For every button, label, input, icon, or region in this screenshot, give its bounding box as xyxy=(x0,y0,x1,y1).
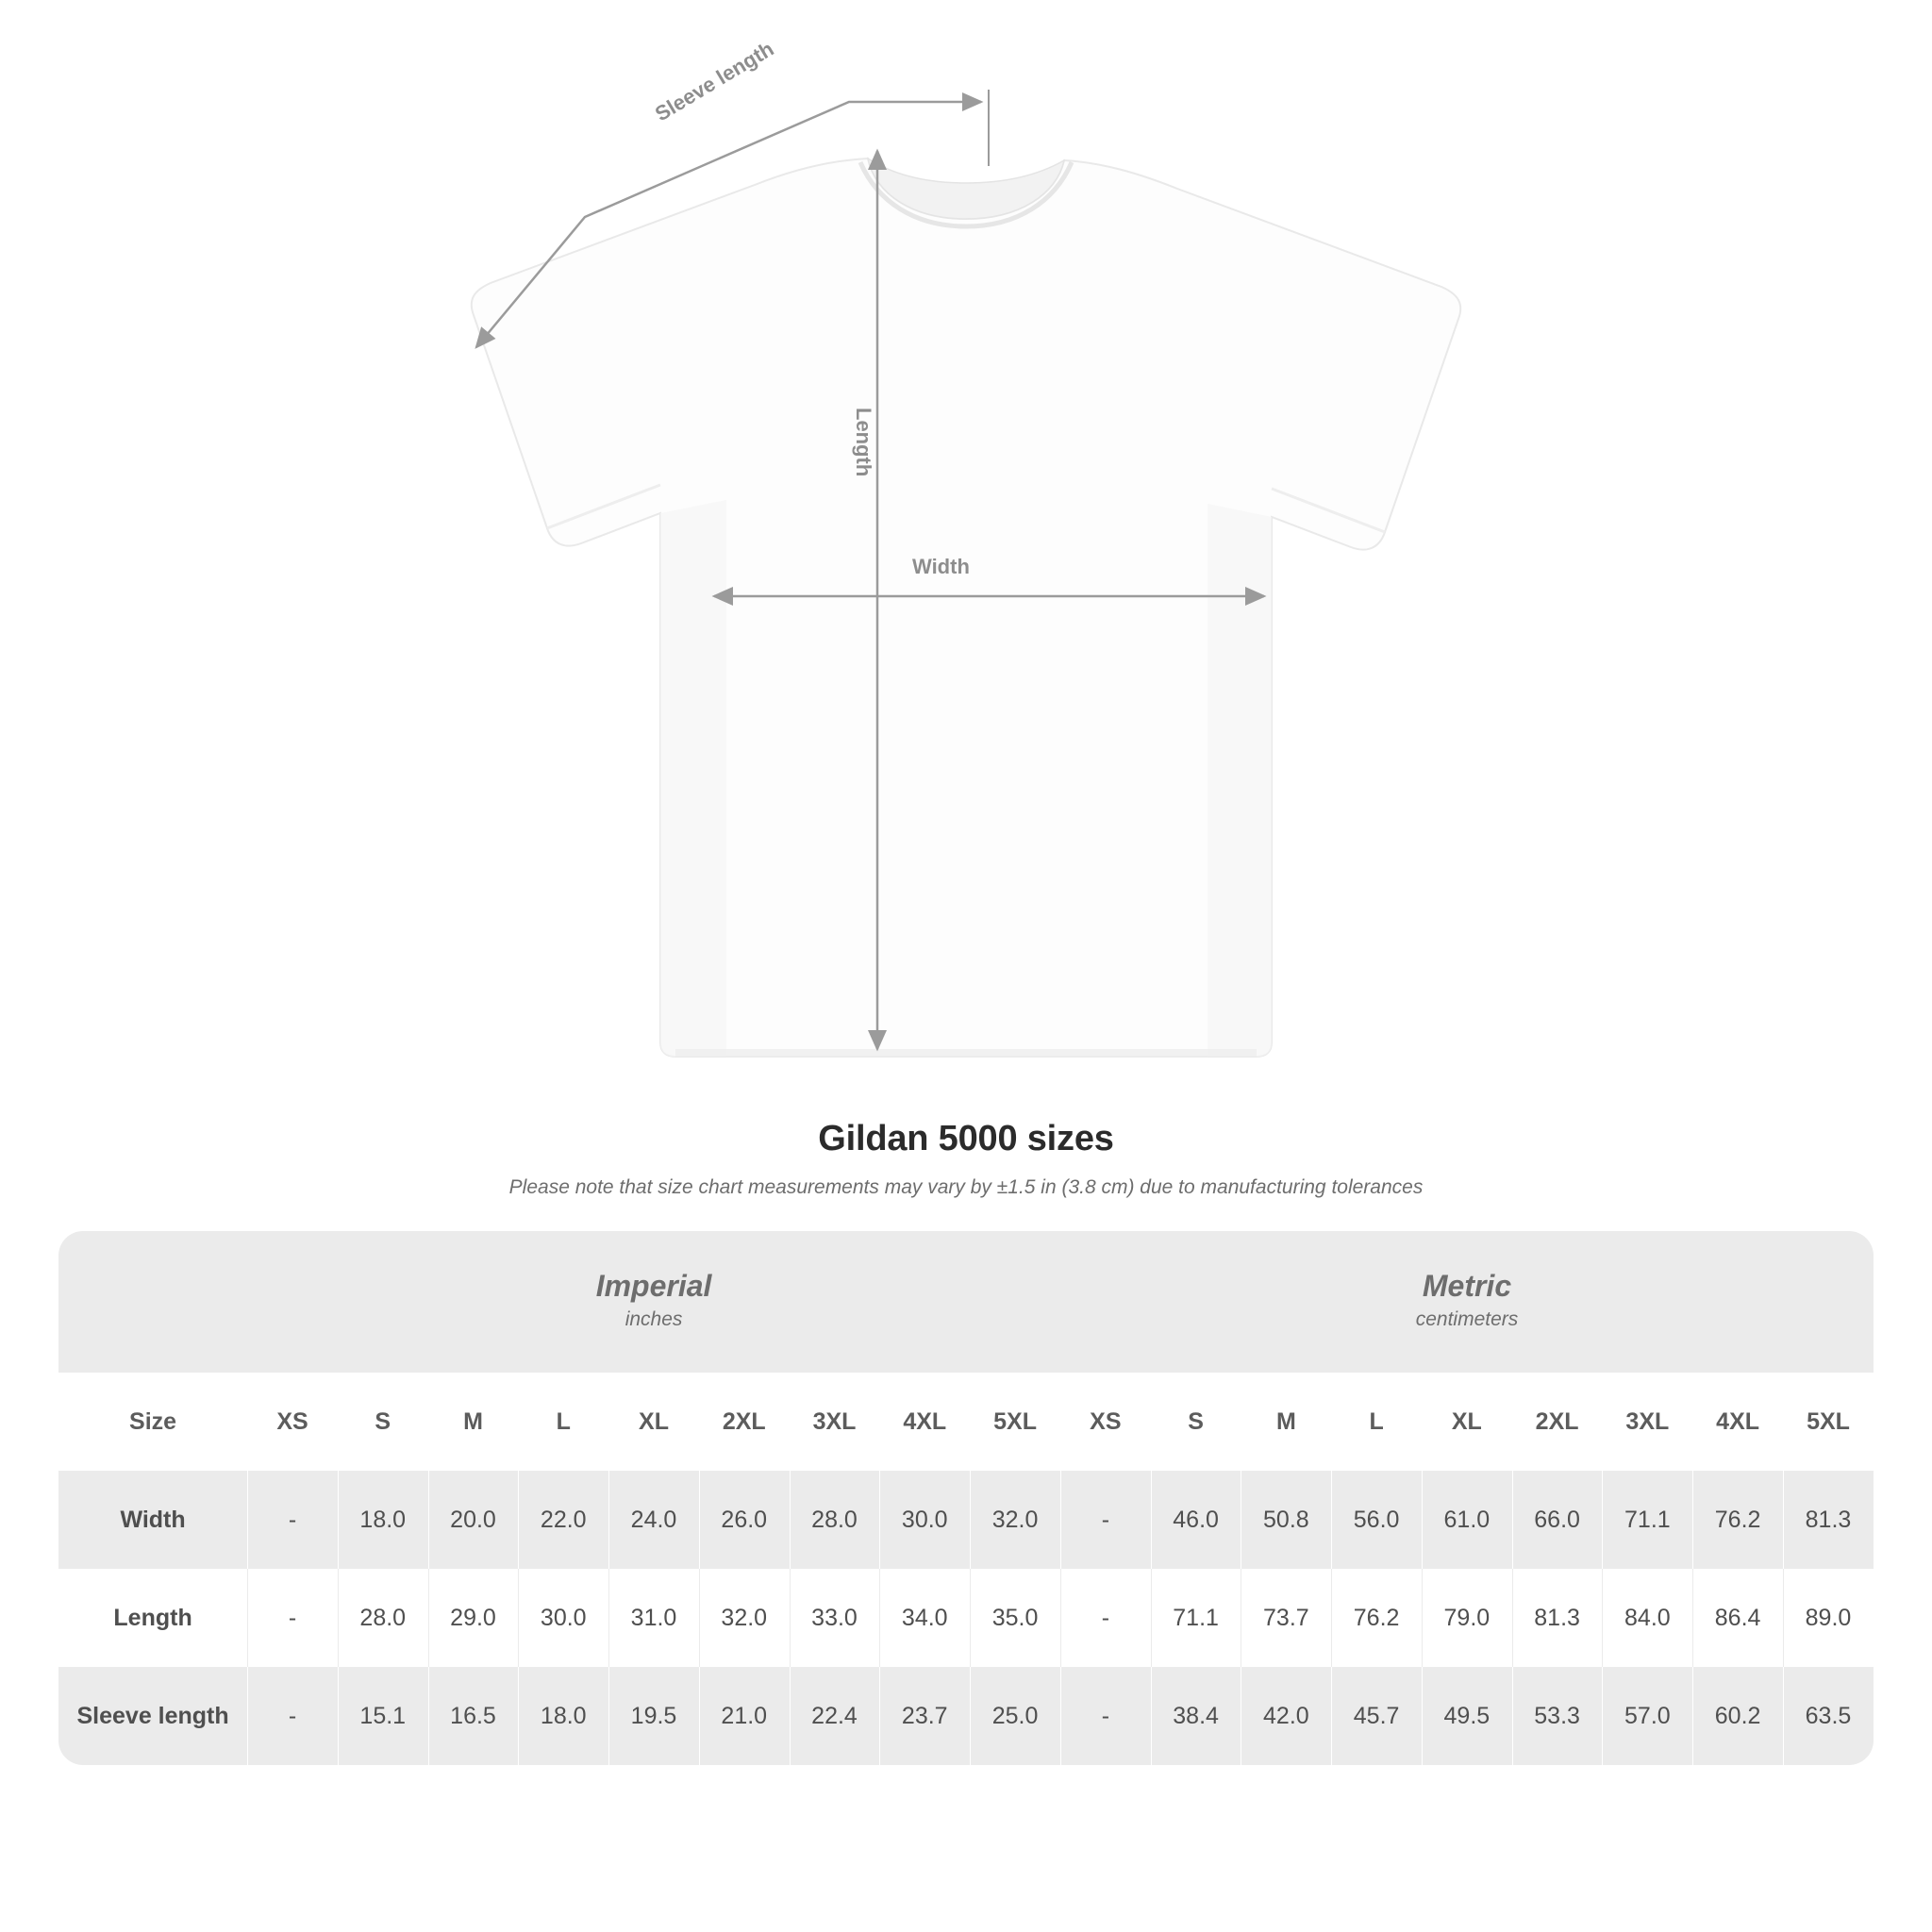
cell-width-imp-4xl: 30.0 xyxy=(879,1471,970,1569)
cell-length-met-xs: - xyxy=(1060,1569,1151,1667)
cell-sleeve-imp-5xl: 25.0 xyxy=(970,1667,1060,1765)
cell-width-met-xs: - xyxy=(1060,1471,1151,1569)
size-header-met-5xl: 5XL xyxy=(1783,1373,1874,1471)
cell-length-met-2xl: 81.3 xyxy=(1512,1569,1603,1667)
cell-length-met-3xl: 84.0 xyxy=(1602,1569,1692,1667)
width-label: Width xyxy=(912,555,970,578)
cell-length-met-m: 73.7 xyxy=(1241,1569,1331,1667)
unit-imperial-name: Imperial xyxy=(595,1268,712,1303)
size-header-label: Size xyxy=(58,1373,247,1471)
cell-sleeve-imp-xl: 19.5 xyxy=(608,1667,699,1765)
cell-sleeve-met-s: 38.4 xyxy=(1151,1667,1241,1765)
cell-width-imp-5xl: 32.0 xyxy=(970,1471,1060,1569)
cell-length-imp-3xl: 33.0 xyxy=(790,1569,880,1667)
tolerance-note: Please note that size chart measurements may vary by ±1.5 in (3.8 cm) due to manufacturing tolerances xyxy=(508,1176,1424,1198)
cell-width-met-l: 56.0 xyxy=(1331,1471,1422,1569)
size-header-met-xl: XL xyxy=(1422,1373,1512,1471)
size-header-met-3xl: 3XL xyxy=(1602,1373,1692,1471)
cell-width-imp-xl: 24.0 xyxy=(608,1471,699,1569)
size-header-imp-4xl: 4XL xyxy=(879,1373,970,1471)
cell-sleeve-met-4xl: 60.2 xyxy=(1692,1667,1783,1765)
cell-sleeve-met-xs: - xyxy=(1060,1667,1151,1765)
cell-length-imp-m: 29.0 xyxy=(428,1569,519,1667)
cell-length-imp-5xl: 35.0 xyxy=(970,1569,1060,1667)
size-header-met-l: L xyxy=(1331,1373,1422,1471)
size-header-imp-2xl: 2XL xyxy=(699,1373,790,1471)
table-row xyxy=(58,1471,1874,1569)
cell-width-imp-s: 18.0 xyxy=(338,1471,428,1569)
cell-sleeve-imp-2xl: 21.0 xyxy=(699,1667,790,1765)
unit-metric-sub: centimeters xyxy=(1415,1307,1519,1330)
size-header-met-4xl: 4XL xyxy=(1692,1373,1783,1471)
cell-width-imp-m: 20.0 xyxy=(428,1471,519,1569)
size-header-met-xs: XS xyxy=(1060,1373,1151,1471)
size-header-imp-5xl: 5XL xyxy=(970,1373,1060,1471)
cell-length-imp-xs: - xyxy=(247,1569,338,1667)
size-table-wrapper xyxy=(58,1231,1874,1765)
row-label-length: Length xyxy=(58,1569,247,1667)
unit-header-row xyxy=(58,1231,1874,1373)
size-header-row xyxy=(58,1373,1874,1471)
cell-sleeve-imp-xs: - xyxy=(247,1667,338,1765)
cell-sleeve-imp-l: 18.0 xyxy=(518,1667,608,1765)
length-label: Length xyxy=(852,408,875,477)
size-header-met-m: M xyxy=(1241,1373,1331,1471)
size-header-imp-xl: XL xyxy=(608,1373,699,1471)
page-title: Gildan 5000 sizes xyxy=(818,1119,1114,1158)
cell-width-met-5xl: 81.3 xyxy=(1783,1471,1874,1569)
cell-width-met-m: 50.8 xyxy=(1241,1471,1331,1569)
cell-length-met-s: 71.1 xyxy=(1151,1569,1241,1667)
cell-width-met-s: 46.0 xyxy=(1151,1471,1241,1569)
unit-imperial-sub: inches xyxy=(625,1307,683,1330)
sleeve-length-label: Sleeve length xyxy=(651,36,778,126)
row-label-sleeve-length: Sleeve length xyxy=(58,1667,247,1765)
cell-width-imp-3xl: 28.0 xyxy=(790,1471,880,1569)
cell-length-met-4xl: 86.4 xyxy=(1692,1569,1783,1667)
cell-length-imp-s: 28.0 xyxy=(338,1569,428,1667)
size-header-imp-3xl: 3XL xyxy=(790,1373,880,1471)
row-label-width: Width xyxy=(58,1471,247,1569)
cell-length-imp-2xl: 32.0 xyxy=(699,1569,790,1667)
size-header-imp-m: M xyxy=(428,1373,519,1471)
title-block xyxy=(0,1119,1932,1199)
cell-sleeve-met-xl: 49.5 xyxy=(1422,1667,1512,1765)
cell-length-imp-xl: 31.0 xyxy=(608,1569,699,1667)
cell-length-met-5xl: 89.0 xyxy=(1783,1569,1874,1667)
cell-sleeve-imp-3xl: 22.4 xyxy=(790,1667,880,1765)
table-row xyxy=(58,1667,1874,1765)
cell-width-met-4xl: 76.2 xyxy=(1692,1471,1783,1569)
cell-length-met-l: 76.2 xyxy=(1331,1569,1422,1667)
cell-width-imp-xs: - xyxy=(247,1471,338,1569)
cell-sleeve-met-l: 45.7 xyxy=(1331,1667,1422,1765)
size-header-imp-xs: XS xyxy=(247,1373,338,1471)
unit-header-spacer xyxy=(58,1231,247,1373)
size-header-met-s: S xyxy=(1151,1373,1241,1471)
cell-sleeve-met-m: 42.0 xyxy=(1241,1667,1331,1765)
cell-sleeve-met-3xl: 57.0 xyxy=(1602,1667,1692,1765)
cell-sleeve-imp-m: 16.5 xyxy=(428,1667,519,1765)
cell-sleeve-imp-4xl: 23.7 xyxy=(879,1667,970,1765)
cell-sleeve-met-2xl: 53.3 xyxy=(1512,1667,1603,1765)
unit-header-metric xyxy=(1060,1231,1874,1373)
cell-sleeve-imp-s: 15.1 xyxy=(338,1667,428,1765)
size-header-imp-s: S xyxy=(338,1373,428,1471)
table-row xyxy=(58,1569,1874,1667)
cell-width-met-2xl: 66.0 xyxy=(1512,1471,1603,1569)
cell-width-met-3xl: 71.1 xyxy=(1602,1471,1692,1569)
cell-sleeve-met-5xl: 63.5 xyxy=(1783,1667,1874,1765)
tshirt-shape xyxy=(472,158,1461,1057)
cell-width-imp-l: 22.0 xyxy=(518,1471,608,1569)
unit-header-imperial xyxy=(247,1231,1060,1373)
size-table xyxy=(58,1231,1874,1765)
cell-width-met-xl: 61.0 xyxy=(1422,1471,1512,1569)
unit-metric-name: Metric xyxy=(1422,1268,1512,1303)
cell-length-met-xl: 79.0 xyxy=(1422,1569,1512,1667)
size-header-imp-l: L xyxy=(518,1373,608,1471)
cell-width-imp-2xl: 26.0 xyxy=(699,1471,790,1569)
size-header-met-2xl: 2XL xyxy=(1512,1373,1603,1471)
cell-length-imp-4xl: 34.0 xyxy=(879,1569,970,1667)
cell-length-imp-l: 30.0 xyxy=(518,1569,608,1667)
